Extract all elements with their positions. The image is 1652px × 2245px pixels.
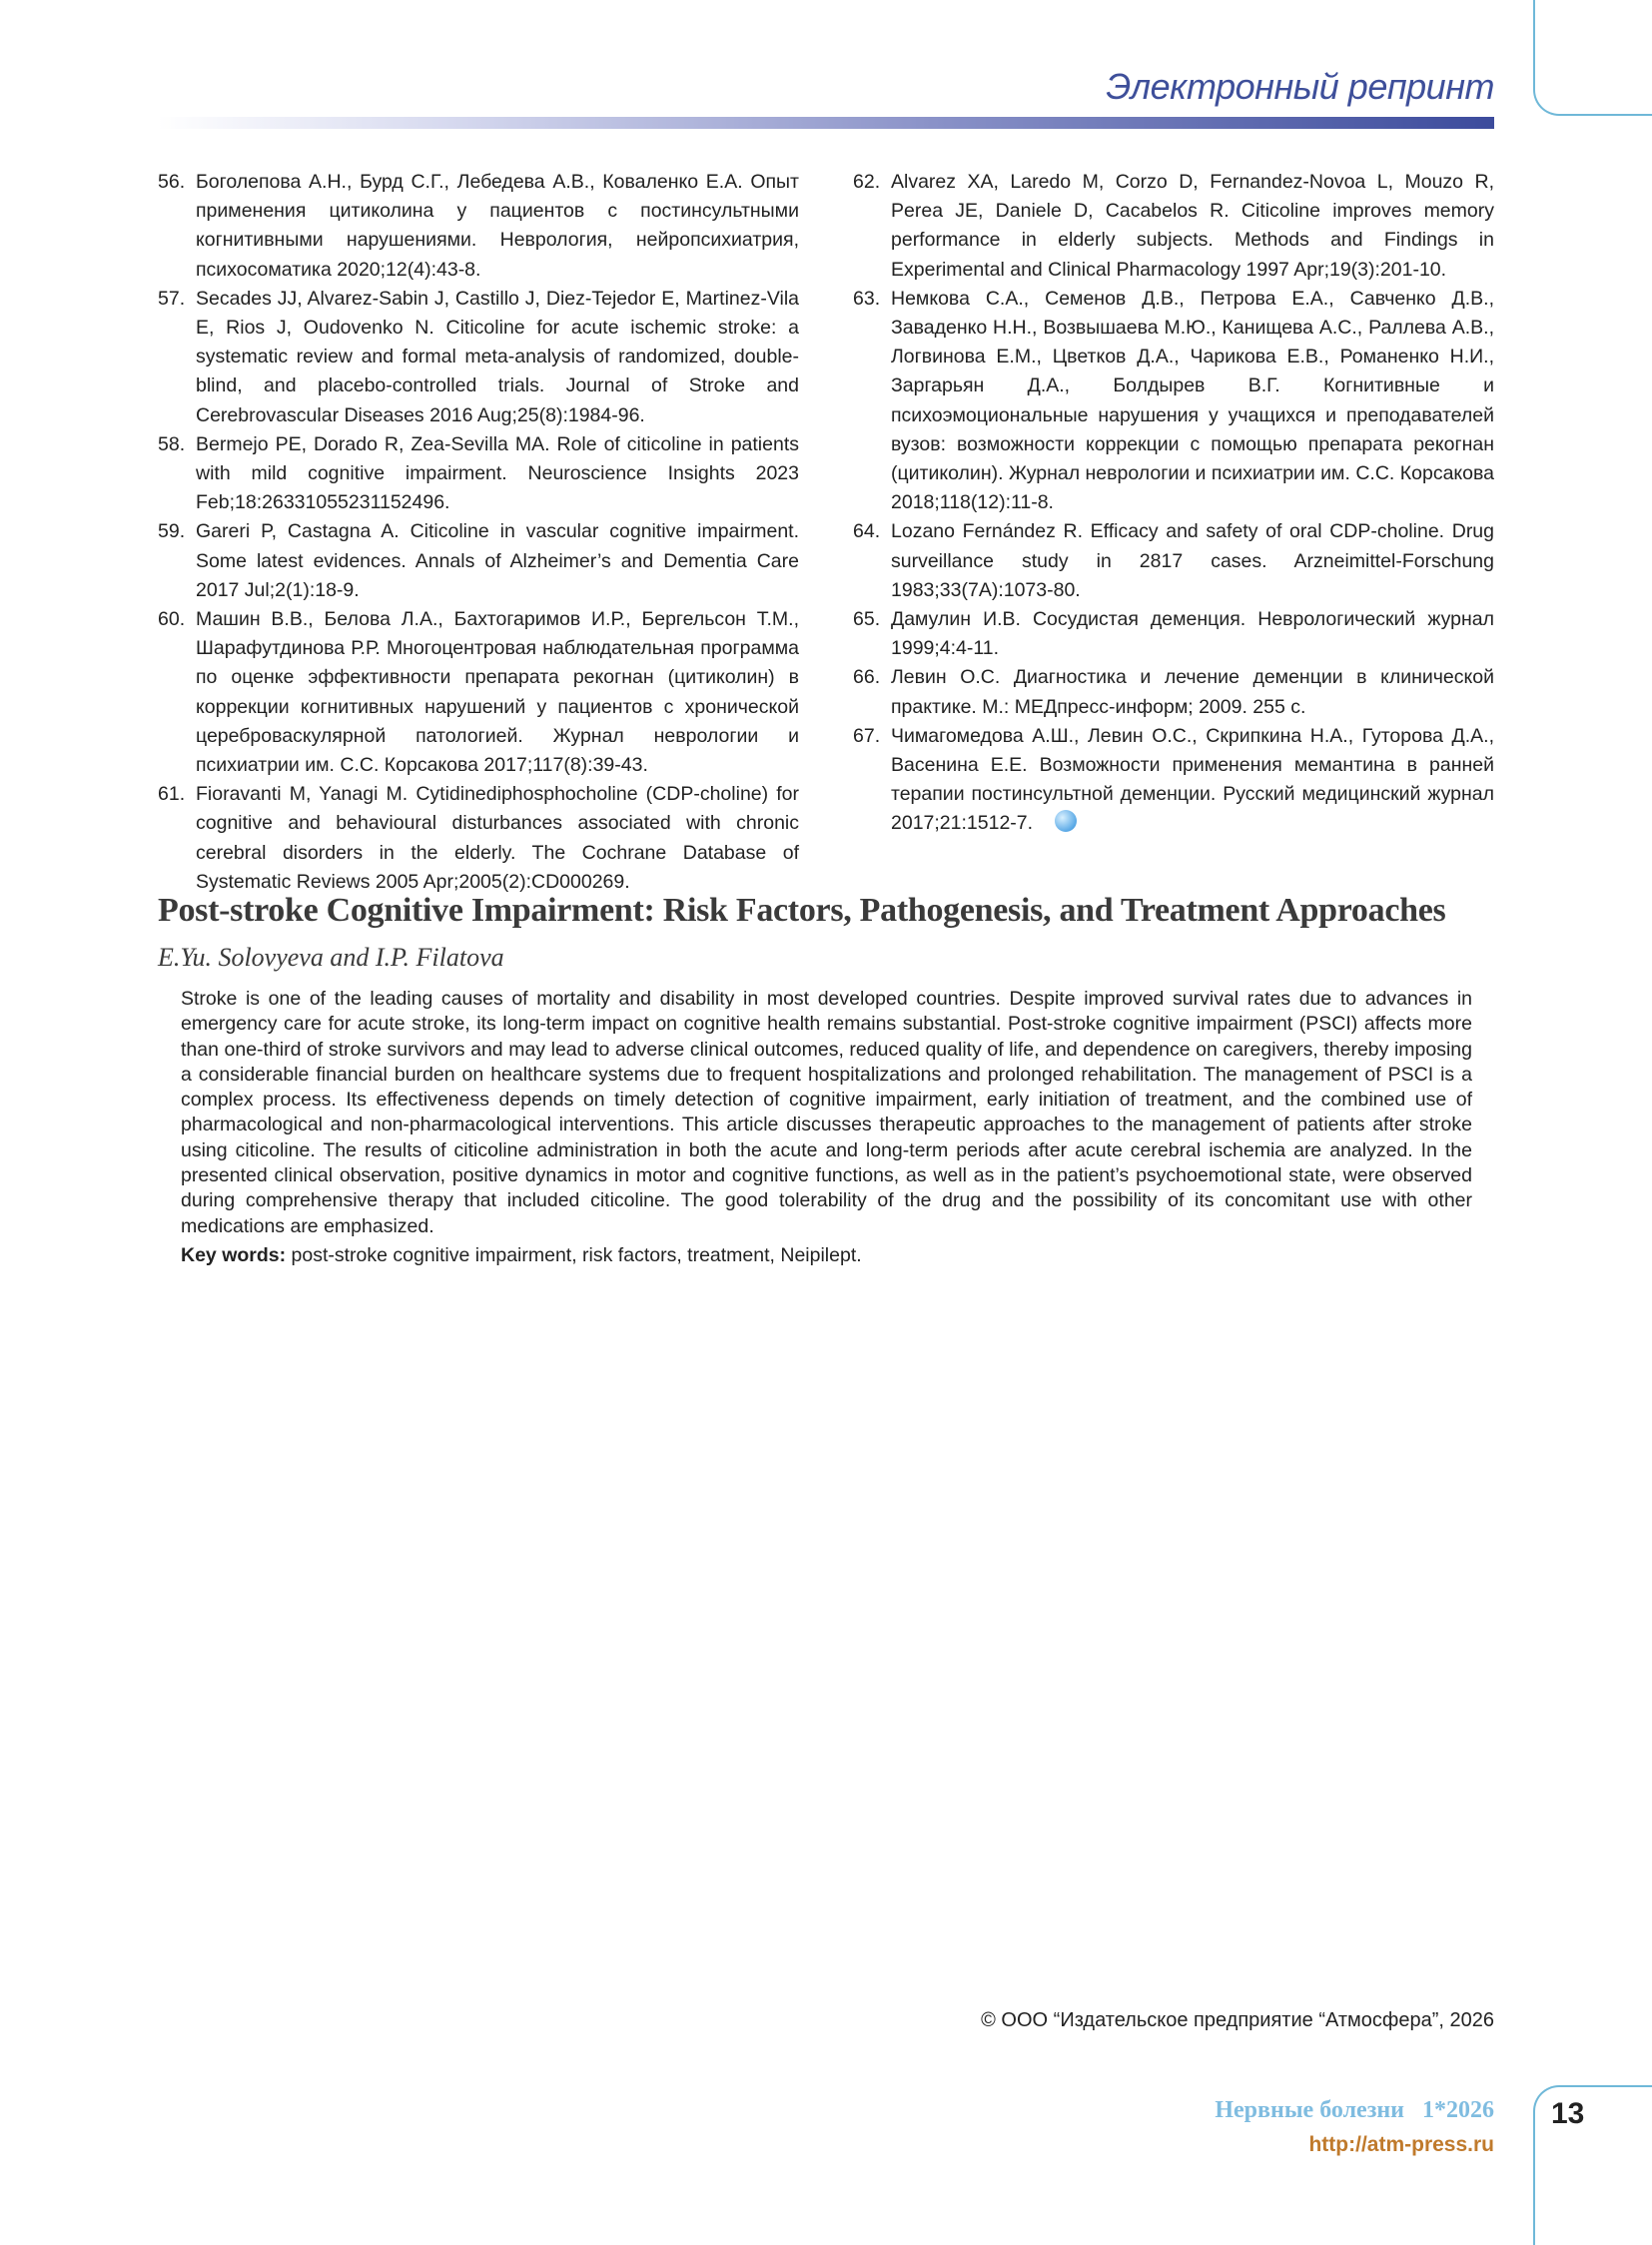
reference-item xyxy=(853,722,1494,839)
reference-number: 67. xyxy=(853,724,881,747)
reference-list-right xyxy=(853,168,1494,839)
copyright-notice: © ООО “Издательское предприятие “Атмосфера”, 2026 xyxy=(981,2009,1494,2031)
reference-number: 64. xyxy=(853,520,881,543)
reference-number: 61. xyxy=(158,783,186,806)
top-corner-decoration xyxy=(1533,0,1652,116)
reference-text: Немкова С.А., Семенов Д.В., Петрова Е.А., Савченко Д.В., Заваденко Н.Н., Возвышаева М.Ю., Канищева А.С., Раллева А.В., Логвинова Е.М., Цветков Д.А., Чарикова Е.В., Романенко Н.И., Заргарьян Д.А., Болдырев В.Г. Когнитивные и психоэмоциональные нарушения у учащихся и преподавателей вузов: возможности коррекции с помощью препарата рекогнан (цитиколин). Журнал неврологии и психиатрии им. С.С. Корсакова 2018;118(12):11-8. xyxy=(891,287,1494,514)
reference-text: Чимагомедова А.Ш., Левин О.С., Скрипкина Н.А., Гуторова Д.А., Васенина Е.Е. Возможности применения мемантина в ранней терапии постинсультной деменции. Русский медицинский журнал 2017;21:1512-7. xyxy=(891,724,1494,835)
reference-item xyxy=(853,605,1494,663)
reference-list-left xyxy=(158,168,799,897)
reference-number: 58. xyxy=(158,432,186,455)
reference-text: Левин О.С. Диагностика и лечение деменции в клинической практике. М.: МЕДпресс-информ; 2009. 255 с. xyxy=(891,666,1494,718)
article-authors: E.Yu. Solovyeva and I.P. Filatova xyxy=(158,943,504,972)
reference-number: 62. xyxy=(853,171,881,193)
reference-item xyxy=(853,663,1494,721)
reference-number: 63. xyxy=(853,287,881,310)
journal-name: Нервные болезни xyxy=(1215,2097,1404,2123)
journal-issue: 1*2026 xyxy=(1422,2097,1494,2123)
reference-number: 56. xyxy=(158,171,186,193)
article-abstract: Stroke is one of the leading causes of mortality and disability in most developed countries. Despite improved survival rates due to advances in emergency care for acute stroke, its long-term impact on cognitive health remains substantial. Post-stroke cognitive impairment (PSCI) affects more than one-third of stroke survivors and may lead to adverse clinical outcomes, reduced quality of life, and dependence on caregivers, thereby imposing a considerable financial burden on healthcare systems due to frequent hospitalizations and prolonged rehabilitation. The management of PSCI is a complex process. Its effectiveness depends on timely detection of cognitive impairment, early initiation of treatment, and the combined use of pharmacological and non-pharmacological interventions. This article discusses therapeutic approaches to the management of patients after stroke using citicoline. The results of citicoline administration in both the acute and long-term periods after acute cerebral ischemia are analyzed. In the presented clinical observation, positive dynamics in motor and cognitive functions, as well as in the patient’s psychoemotional state, were observed during comprehensive therapy that included citicoline. The good tolerability of the drug and the possibility of its concomitant use with other medications are emphasized. xyxy=(181,988,1472,1237)
reference-text: Дамулин И.В. Сосудистая деменция. Неврологический журнал 1999;4:4-11. xyxy=(891,608,1494,660)
reference-item xyxy=(853,285,1494,518)
reference-text: Alvarez XA, Laredo M, Corzo D, Fernandez-Novoa L, Mouzo R, Perea JE, Daniele D, Cacabelos R. Citicoline improves memory performance in elderly subjects. Methods and Findings in Experimental and Clinical Pharmacology 1997 Apr;19(3):201-10. xyxy=(891,171,1494,281)
references-right-column xyxy=(853,168,1494,839)
reference-number: 60. xyxy=(158,608,186,631)
keywords xyxy=(181,1243,1472,1268)
reference-number: 65. xyxy=(853,608,881,631)
reference-item xyxy=(158,430,799,518)
reference-text: Lozano Fernández R. Efficacy and safety of oral CDP-choline. Drug surveillance study in 2817 cases. Arzneimittel-Forschung 1983;33(7A):1073-80. xyxy=(891,520,1494,601)
reference-text: Боголепова А.Н., Бурд С.Г., Лебедева А.В., Коваленко Е.А. Опыт применения цитиколина у пациентов с постинсультными когнитивными нарушениями. Неврология, нейропсихиатрия, психосоматика 2020;12(4):43-8. xyxy=(196,171,799,281)
end-of-article-dot-icon xyxy=(1055,810,1077,832)
reference-number: 59. xyxy=(158,520,186,543)
reference-item xyxy=(158,168,799,285)
reference-item xyxy=(158,517,799,605)
header-title: Электронный репринт xyxy=(1106,66,1494,107)
keywords-label: Key words: xyxy=(181,1244,287,1266)
reference-item xyxy=(853,168,1494,285)
keywords-text: post-stroke cognitive impairment, risk factors, treatment, Neipilept. xyxy=(291,1244,862,1266)
reference-item xyxy=(158,605,799,780)
reference-text: Gareri P, Castagna A. Citicoline in vascular cognitive impairment. Some latest evidences. Annals of Alzheimer’s and Dementia Care 2017 Jul;2(1):18-9. xyxy=(196,520,799,601)
references-left-column xyxy=(158,168,799,897)
article-title: Post-stroke Cognitive Impairment: Risk Factors, Pathogenesis, and Treatment Approaches xyxy=(158,892,1446,929)
reference-text: Fioravanti M, Yanagi M. Cytidinediphosphocholine (CDP-choline) for cognitive and behavioural disturbances associated with chronic cerebral disorders in the elderly. The Cochrane Database of Systematic Reviews 2005 Apr;2005(2):CD000269. xyxy=(196,783,799,893)
header-gradient-bar xyxy=(158,117,1494,129)
reference-number: 57. xyxy=(158,287,186,310)
reference-item xyxy=(158,780,799,897)
publisher-url[interactable]: http://atm-press.ru xyxy=(1308,2133,1494,2156)
reference-text: Bermejo PE, Dorado R, Zea-Sevilla MA. Role of citicoline in patients with mild cognitive impairment. Neuroscience Insights 2023 Feb;18:26331055231152496. xyxy=(196,432,799,514)
reference-text: Машин В.В., Белова Л.А., Бахтогаримов И.Р., Бергельсон Т.М., Шарафутдинова Р.Р. Многоцентровая наблюдательная программа по оценке эффективности препарата рекогнан (цитиколин) в коррекции когнитивных нарушений у пациентов с хронической цереброваскулярной патологией. Журнал неврологии и психиатрии им. С.С. Корсакова 2017;117(8):39-43. xyxy=(196,608,799,777)
reference-item xyxy=(853,517,1494,605)
journal-info xyxy=(1215,2097,1494,2124)
reference-text: Secades JJ, Alvarez-Sabin J, Castillo J, Diez-Tejedor E, Martinez-Vila E, Rios J, Oudovenko N. Citicoline for acute ischemic stroke: a systematic review and formal meta-analysis of randomized, double-blind, and placebo-controlled trials. Journal of Stroke and Cerebrovascular Diseases 2016 Aug;25(8):1984-96. xyxy=(196,287,799,426)
reference-item xyxy=(158,285,799,430)
page-number: 13 xyxy=(1551,2097,1585,2130)
reference-number: 66. xyxy=(853,666,881,689)
